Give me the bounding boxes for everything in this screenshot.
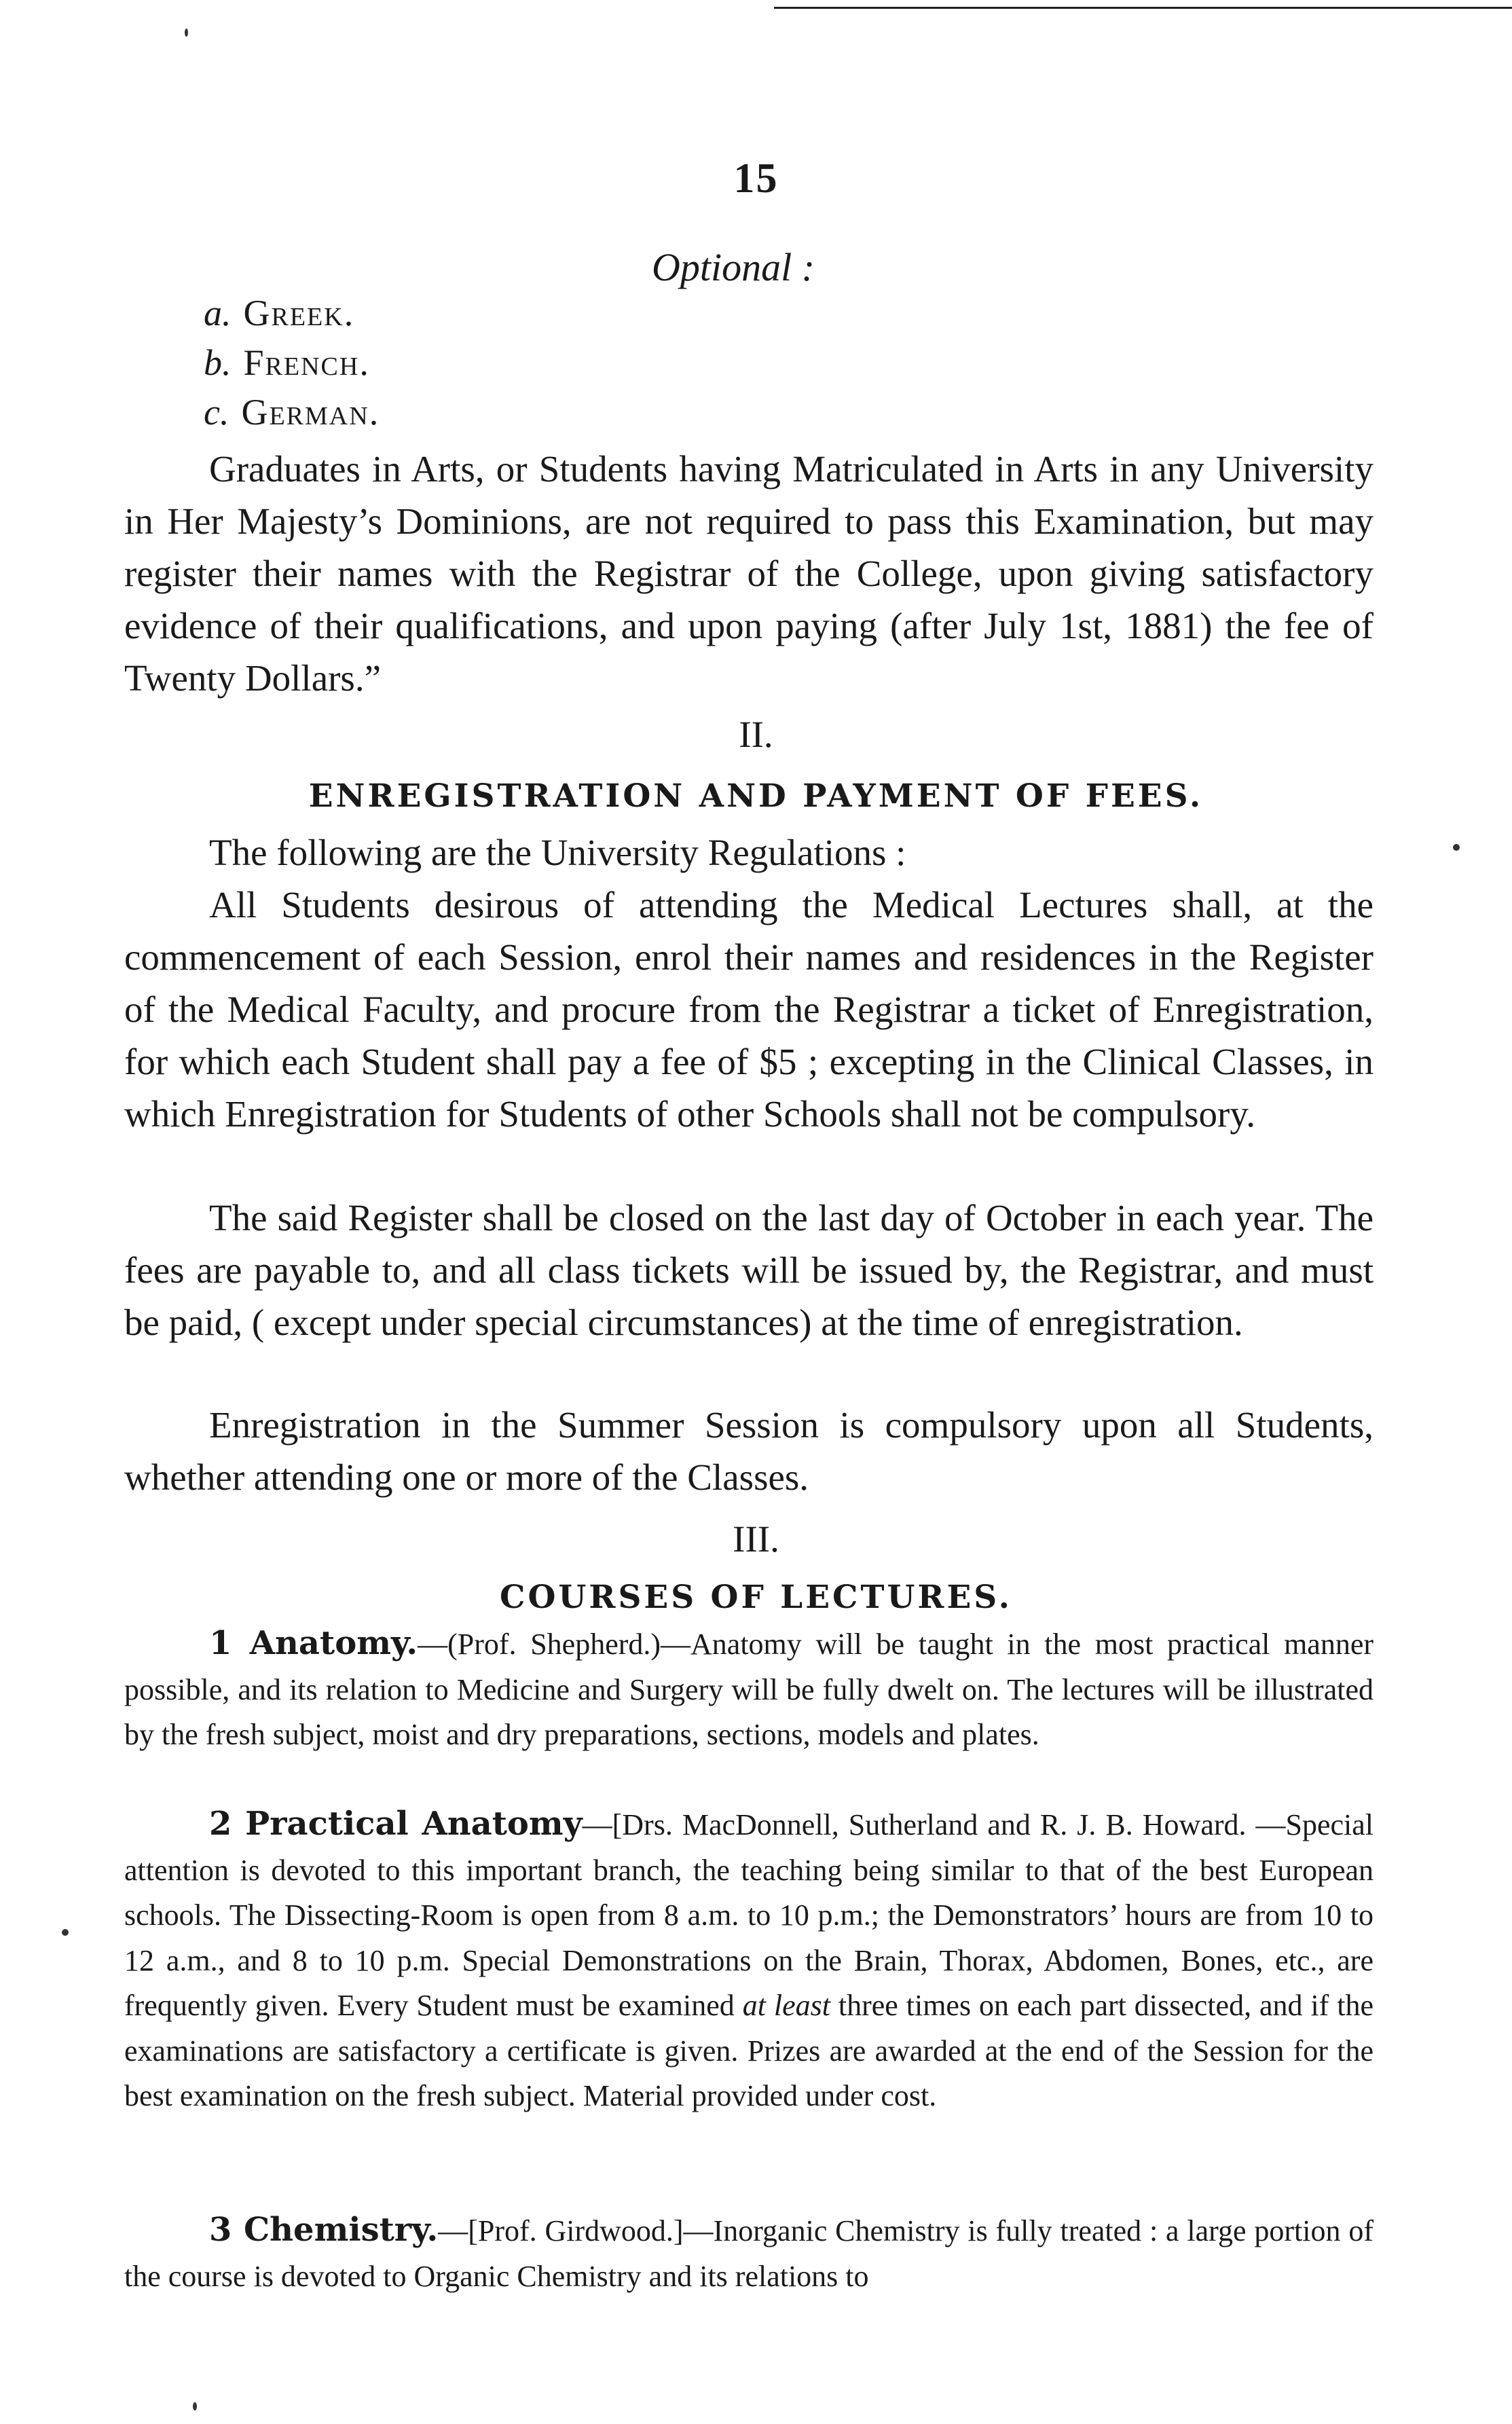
language-item bbox=[204, 292, 354, 334]
course-title: 3 Chemistry. bbox=[209, 2211, 439, 2249]
course-description: —[Drs. MacDonnell, Sutherland and R. J. B. Howard. —Special attention is devoted to this important branch, the teaching being similar to that of the best European schools. The Dissecting-Room is open from 8 a.m. to 10 p.m.; the Demonstrators’ hours are from 10 to 12 a.m., and 8 to 10 p.m. Special Demonstrations on the Brain, Thorax, Abdomen, Bones, etc., are frequently given. Every Student must be examined bbox=[124, 1808, 1374, 2022]
regulations-paragraph-1: All Students desirous of attending the Medical Lectures shall, at the commencement of each Session, enrol their names and residences in the Register of the Medical Faculty, and procure from the Registrar a ticket of Enregistration, for which each Student shall pay a fee of $5 ; excepting in the Clinical Classes, in which Enregistration for Students of other Schools shall not be compulsory. bbox=[124, 884, 1373, 1135]
language-item bbox=[204, 342, 370, 384]
page-number: 15 bbox=[733, 155, 779, 202]
regulations-paragraph-2: The said Register shall be closed on the last day of October in each year. The fees are payable to, and all class tickets will be issued by, the Registrar, and must be paid, ( except under special circumstances) at the time of enregistration. bbox=[124, 1197, 1373, 1343]
regulations-intro: The following are the University Regulations : bbox=[209, 832, 906, 873]
language-letter: a. bbox=[204, 293, 232, 333]
course-description-continued: three times on each part dissected, and if the examinations are satisfactory a certificate is given. Prizes are awarded at the end of the Session for the best examination on the fresh subject. Material provided under cost. bbox=[124, 1989, 1374, 2112]
language-item bbox=[204, 391, 380, 433]
section-heading-courses: COURSES OF LECTURES. bbox=[500, 1579, 1012, 1616]
course-practical-anatomy bbox=[124, 1801, 1373, 2119]
section-numeral-iii: III. bbox=[733, 1518, 779, 1560]
section-numeral-ii: II. bbox=[739, 714, 773, 755]
print-speck bbox=[185, 29, 188, 37]
optional-label: Optional : bbox=[652, 245, 815, 289]
print-speck bbox=[1453, 844, 1460, 851]
course-description: —[Prof. Girdwood.]—Inorganic Chemistry is fully treated : a large portion of the course is devoted to Organic Chemistry and its relations to bbox=[124, 2214, 1373, 2293]
language-name: French. bbox=[243, 342, 370, 383]
course-title: 1 Anatomy. bbox=[209, 1624, 418, 1662]
language-name: German. bbox=[241, 392, 380, 433]
graduates-paragraph: Graduates in Arts, or Students having Matriculated in Arts in any University in Her Majesty’s Dominions, are not required to pass this Examination, but may register their names with the Registrar of the College, upon giving satisfactory evidence of their qualifications, and upon paying (after July 1st, 1881) the fee of Twenty Dollars.” bbox=[124, 448, 1373, 699]
course-title: 2 Practical Anatomy bbox=[209, 1805, 583, 1843]
course-emphasis: at least bbox=[742, 1989, 830, 2022]
language-name: Greek. bbox=[243, 293, 355, 333]
print-speck bbox=[62, 1929, 69, 1936]
course-chemistry bbox=[124, 2207, 1373, 2299]
section-heading-enregistration: ENREGISTRATION AND PAYMENT OF FEES. bbox=[308, 777, 1204, 815]
course-anatomy bbox=[124, 1621, 1373, 1758]
print-speck bbox=[193, 2402, 197, 2410]
language-letter: c. bbox=[204, 392, 229, 433]
regulations-paragraph-3: Enregistration in the Summer Session is compulsory upon all Students, whether attending one or more of the Classes. bbox=[124, 1404, 1373, 1498]
page-top-border bbox=[774, 7, 1512, 9]
language-letter: b. bbox=[204, 342, 232, 383]
course-description: —(Prof. Shepherd.)—Anatomy will be taught in the most practical manner possible, and its relation to Medicine and Surgery will be fully dwelt on. The lectures will be illustrated by the fresh subject, moist and dry preparations, sections, models and plates. bbox=[124, 1628, 1374, 1751]
